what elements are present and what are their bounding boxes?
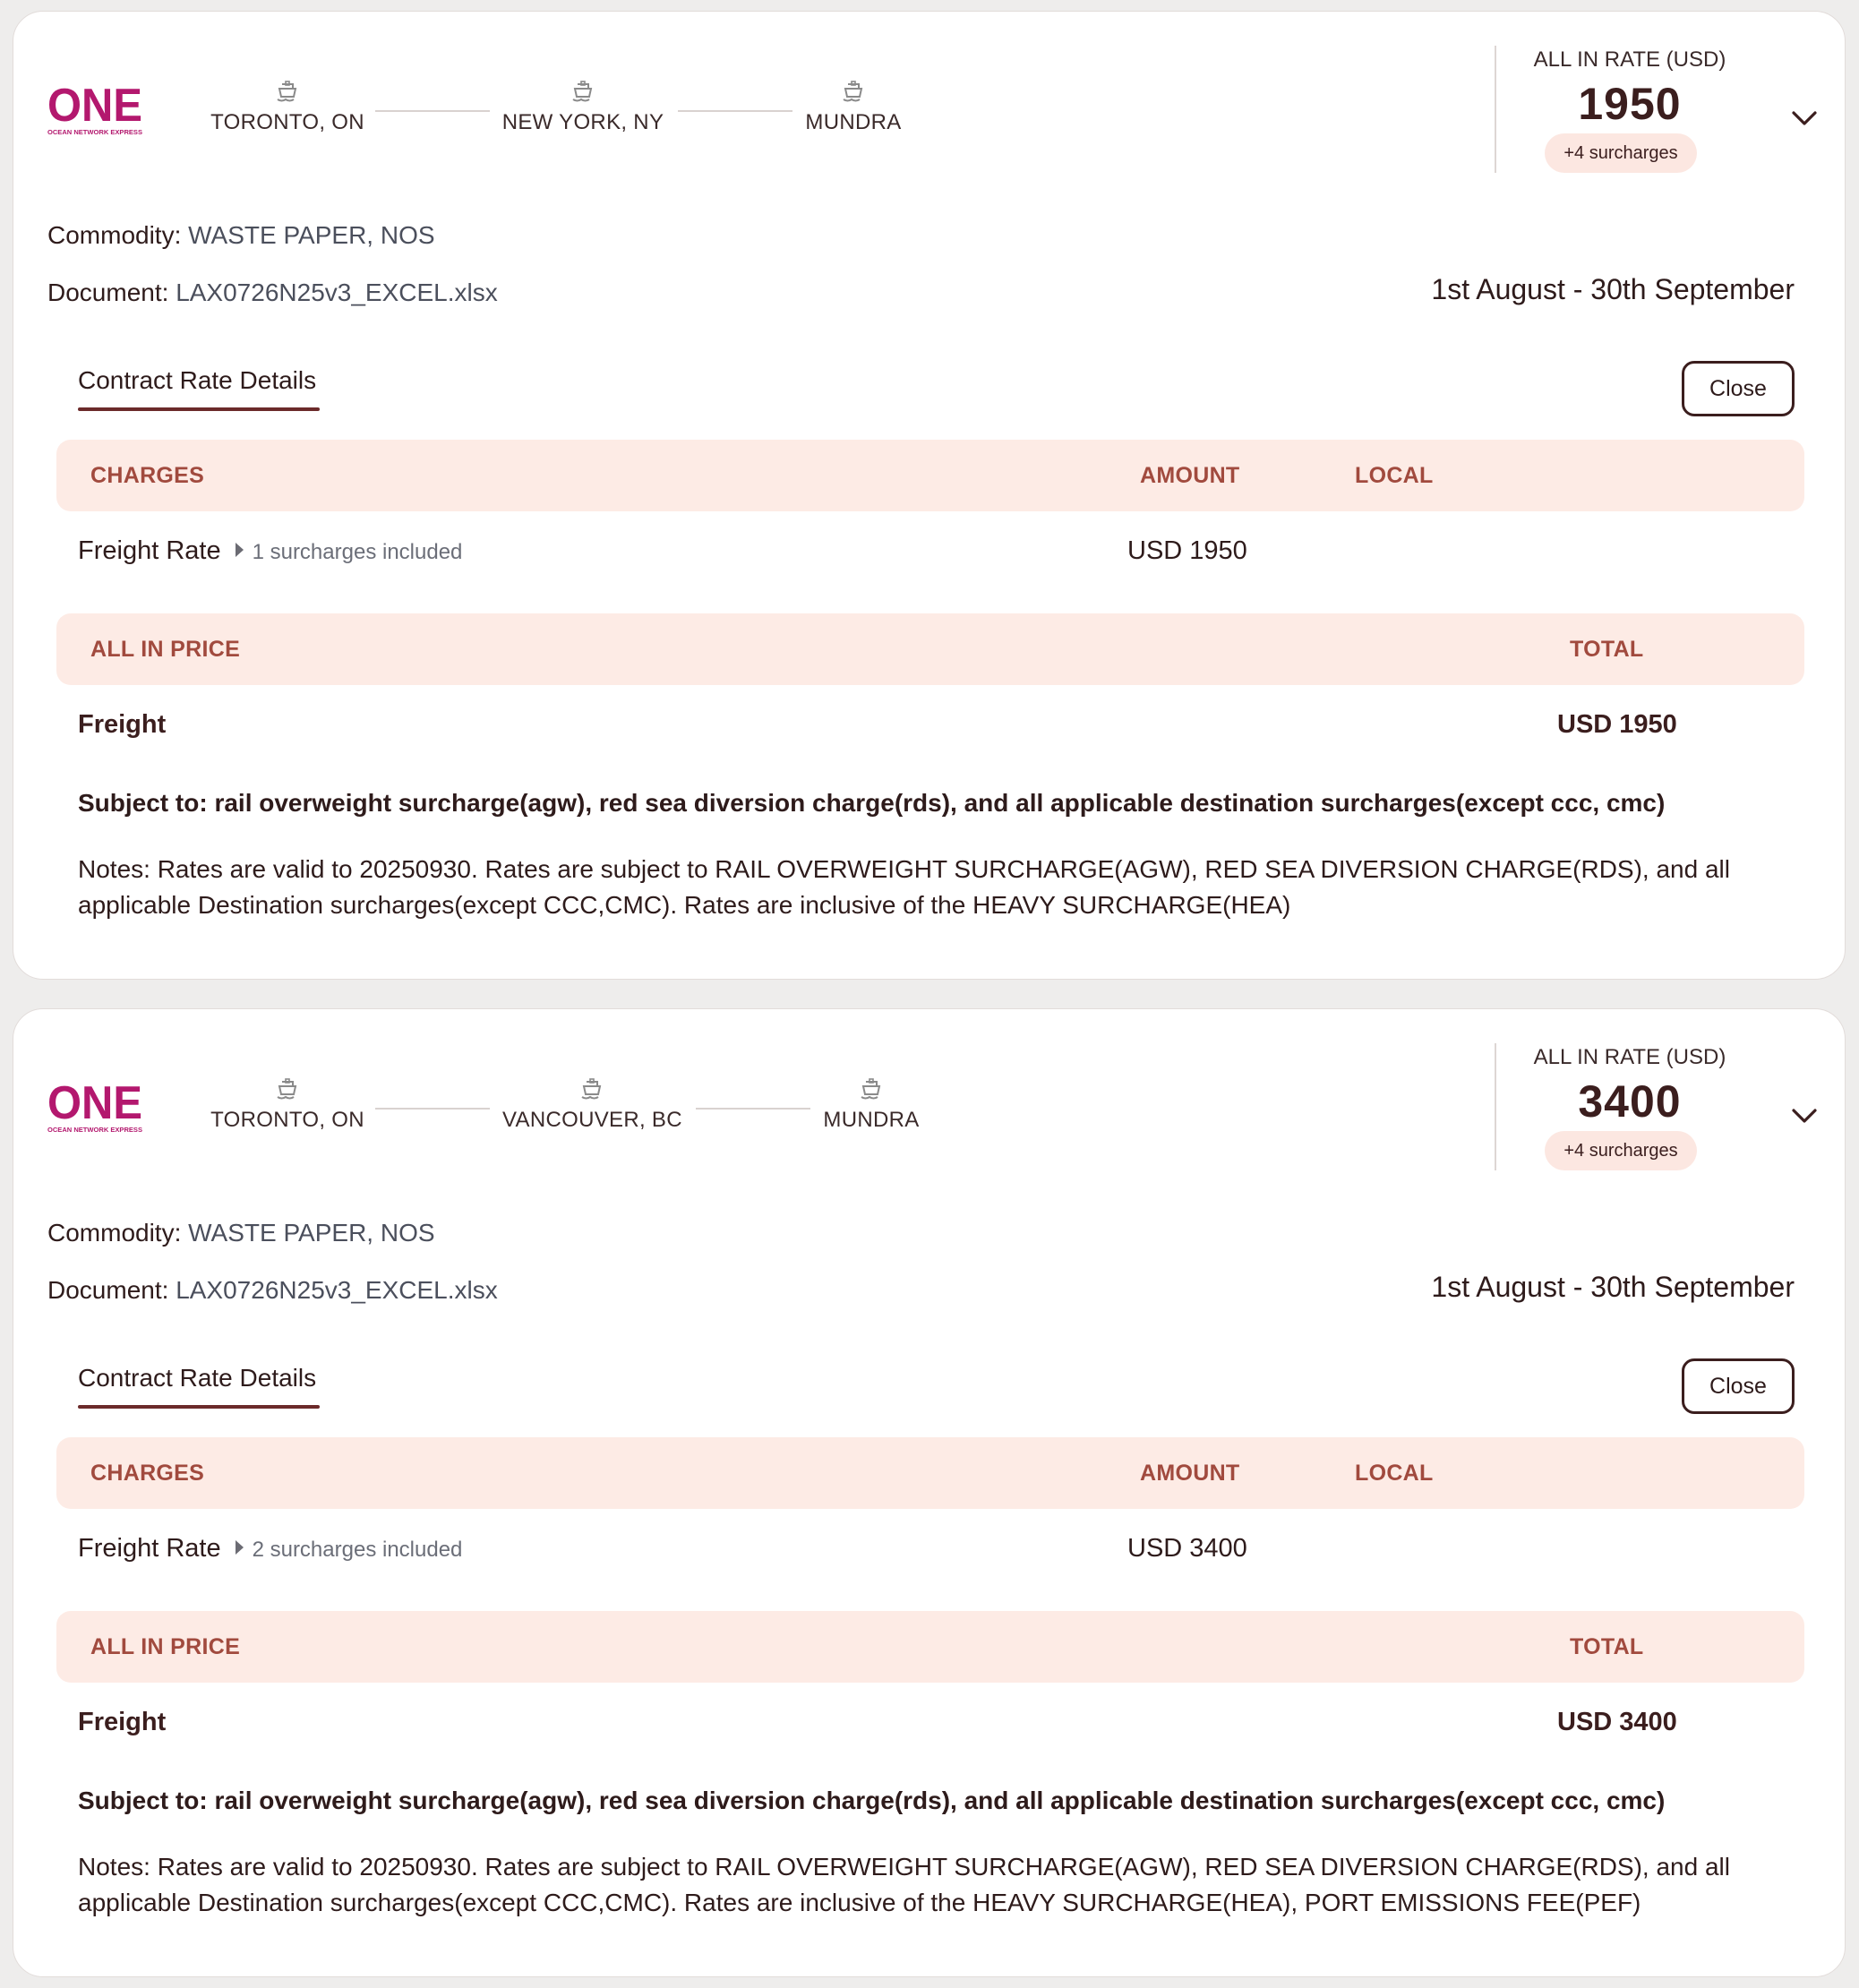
surcharges-badge[interactable]: +4 surcharges [1545, 1131, 1697, 1170]
subject-to-text: Subject to: rail overweight surcharge(agw), red sea diversion charge(rds), and all applicable destination surcharges(except ccc, cmc) [78, 789, 1666, 817]
svg-text:OCEAN NETWORK EXPRESS: OCEAN NETWORK EXPRESS [47, 130, 143, 136]
document-label: Document: [47, 278, 169, 306]
ocean-network-express-logo [47, 87, 144, 137]
charges-header: CHARGES [90, 463, 205, 488]
commodity-value: WASTE PAPER, NOS [188, 1219, 435, 1247]
all-in-rate-value: 3400 [1578, 1076, 1682, 1127]
total-header: TOTAL [1570, 1634, 1644, 1659]
rate-card [13, 1008, 1846, 1977]
active-tab-indicator [78, 1405, 320, 1409]
ship-icon [274, 1075, 301, 1102]
chevron-down-icon[interactable] [1790, 1106, 1819, 1126]
validity-period: 1st August - 30th September [1431, 1271, 1795, 1303]
amount-header: AMOUNT [1140, 463, 1240, 488]
route-stop-via [493, 78, 672, 135]
tab-contract-rate-details[interactable]: Contract Rate Details [78, 1364, 317, 1392]
surcharges-included-toggle[interactable]: 2 surcharges included [252, 1538, 463, 1562]
rate-card [13, 11, 1846, 980]
charges-table-header [56, 440, 1804, 511]
all-in-price-header [56, 1611, 1804, 1683]
caret-right-icon[interactable] [236, 1540, 244, 1555]
ocean-network-express-logo [47, 1084, 144, 1135]
charges-table-header [56, 1437, 1804, 1509]
ship-icon [858, 1075, 885, 1102]
notes-text: Notes: Rates are valid to 20250930. Rates are subject to RAIL OVERWEIGHT SURCHARGE(AGW), RED SEA DIVERSION CHARGE(RDS), and all applicable Destination surcharges(except CCC,CMC). Rates are inclusive of the HEAVY SURCHARGE(HEA) [78, 855, 1730, 919]
local-header: LOCAL [1355, 1461, 1434, 1486]
destination-label: MUNDRA [805, 110, 902, 134]
charge-name: Freight Rate [78, 536, 221, 565]
all-in-rate-title: ALL IN RATE (USD) [1533, 47, 1726, 72]
tab-contract-rate-details[interactable]: Contract Rate Details [78, 366, 317, 394]
svg-text:OCEAN NETWORK EXPRESS: OCEAN NETWORK EXPRESS [47, 1127, 143, 1134]
commodity-label: Commodity: [47, 1219, 182, 1247]
document-line [47, 278, 498, 307]
validity-period: 1st August - 30th September [1431, 273, 1795, 305]
document-line [47, 1276, 498, 1305]
amount-header: AMOUNT [1140, 1461, 1240, 1486]
close-button[interactable]: Close [1682, 361, 1795, 416]
route-connector [375, 110, 490, 112]
route-stop-destination [764, 78, 943, 135]
charge-row [78, 1534, 462, 1564]
all-in-rate-title: ALL IN RATE (USD) [1533, 1045, 1726, 1069]
charge-amount: USD 1950 [1127, 536, 1247, 565]
notes-text: Notes: Rates are valid to 20250930. Rates are subject to RAIL OVERWEIGHT SURCHARGE(AGW), RED SEA DIVERSION CHARGE(RDS), and all applicable Destination surcharges(except CCC,CMC). Rates are inclusive of the HEAVY SURCHARGE(HEA), PORT EMISSIONS FEE(PEF) [78, 1853, 1730, 1916]
freight-total: USD 1950 [1557, 710, 1677, 739]
chevron-down-icon[interactable] [1790, 108, 1819, 128]
route-stop-destination [782, 1075, 961, 1133]
destination-label: MUNDRA [823, 1108, 920, 1132]
all-in-rate-value: 1950 [1578, 79, 1682, 129]
charge-row [78, 536, 462, 566]
all-in-price-label: ALL IN PRICE [90, 637, 241, 662]
commodity-line [47, 1219, 435, 1247]
svg-text:ONE: ONE [47, 87, 142, 132]
commodity-value: WASTE PAPER, NOS [188, 221, 435, 249]
total-header: TOTAL [1570, 637, 1644, 662]
origin-label: TORONTO, ON [210, 1108, 364, 1132]
caret-right-icon[interactable] [236, 543, 244, 557]
ship-icon [578, 1075, 605, 1102]
via-label: VANCOUVER, BC [502, 1108, 682, 1132]
all-in-price-label: ALL IN PRICE [90, 1634, 241, 1659]
origin-label: TORONTO, ON [210, 110, 364, 134]
commodity-label: Commodity: [47, 221, 182, 249]
commodity-line [47, 221, 435, 250]
charge-name: Freight Rate [78, 1534, 221, 1563]
all-in-price-header [56, 613, 1804, 685]
local-header: LOCAL [1355, 463, 1434, 488]
document-label: Document: [47, 1276, 169, 1304]
route-stop-origin [198, 78, 377, 135]
divider [1495, 46, 1496, 173]
route-stop-origin [198, 1075, 377, 1133]
freight-label: Freight [78, 710, 167, 739]
subject-to-text: Subject to: rail overweight surcharge(agw), red sea diversion charge(rds), and all applicable destination surcharges(except ccc, cmc) [78, 1787, 1666, 1814]
active-tab-indicator [78, 407, 320, 411]
divider [1495, 1043, 1496, 1170]
charges-header: CHARGES [90, 1461, 205, 1486]
surcharges-badge[interactable]: +4 surcharges [1545, 133, 1697, 173]
ship-icon [274, 78, 301, 105]
document-value: LAX0726N25v3_EXCEL.xlsx [176, 1276, 498, 1304]
svg-text:ONE: ONE [47, 1084, 142, 1129]
via-label: NEW YORK, NY [501, 110, 664, 134]
ship-icon [570, 78, 596, 105]
route-connector [375, 1108, 490, 1110]
freight-total: USD 3400 [1557, 1708, 1677, 1736]
route-stop-via [502, 1075, 681, 1133]
surcharges-included-toggle[interactable]: 1 surcharges included [252, 540, 463, 564]
ship-icon [840, 78, 867, 105]
charge-amount: USD 3400 [1127, 1534, 1247, 1563]
freight-label: Freight [78, 1708, 167, 1736]
document-value: LAX0726N25v3_EXCEL.xlsx [176, 278, 498, 306]
close-button[interactable]: Close [1682, 1358, 1795, 1414]
